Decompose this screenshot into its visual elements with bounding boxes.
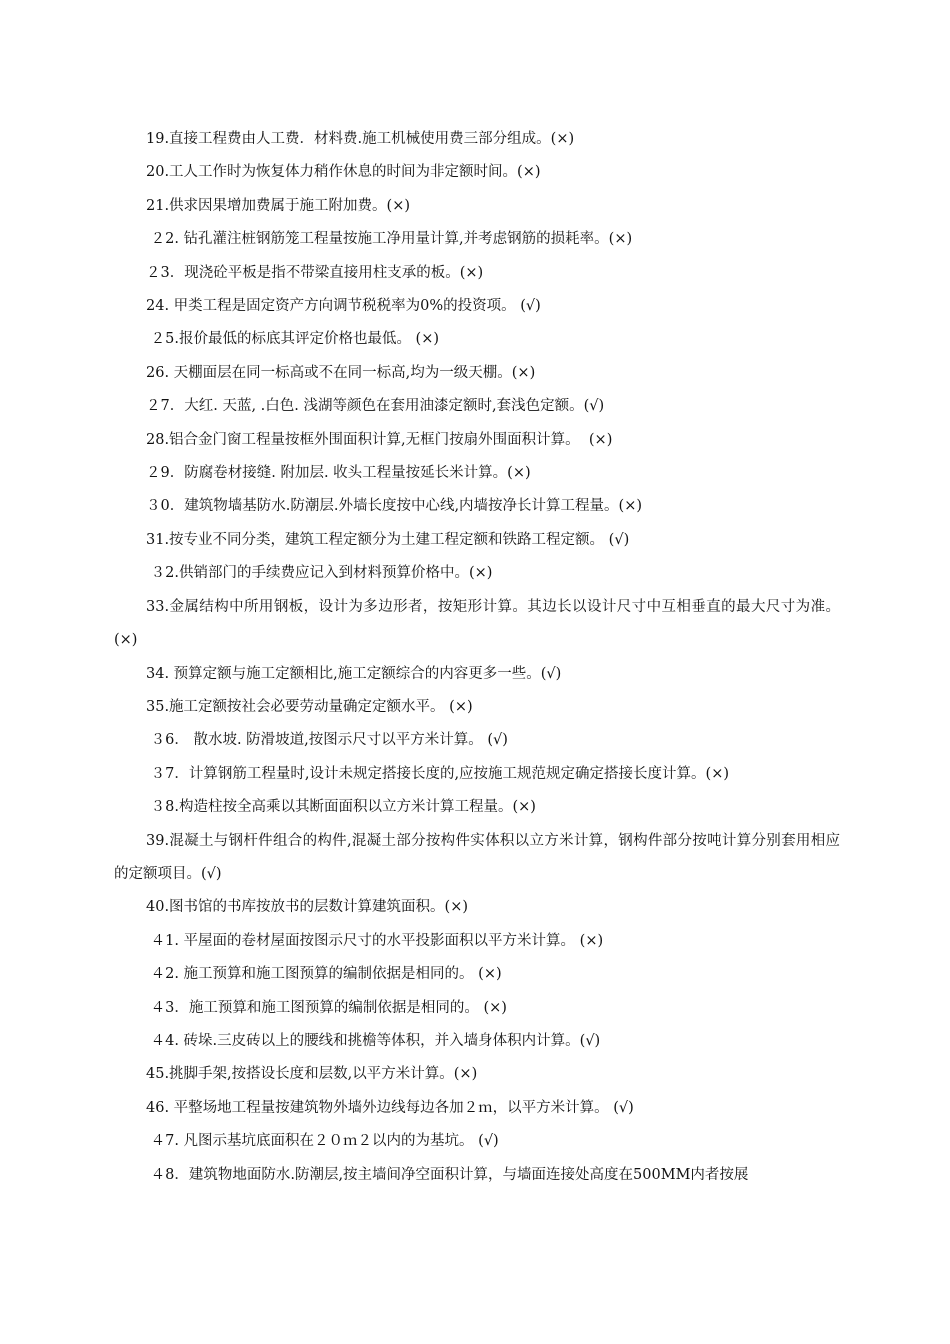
list-item: ２9．防腐卷材接缝. 附加层. 收头工程量按延长米计算。(×) <box>146 465 531 482</box>
list-item: ２5.报价最低的标底其评定价格也最低。 (×) <box>146 331 440 348</box>
list-item: ４2. 施工预算和施工图预算的编制依据是相同的。 (×) <box>146 966 502 983</box>
list-item: 28.铝合金门窗工程量按框外围面积计算,无框门按扇外围面积计算。 (×) <box>146 431 613 448</box>
list-item: ４1. 平屋面的卷材屋面按图示尺寸的水平投影面积以平方米计算。 (×) <box>146 932 604 949</box>
list-item: ３6． 散水坡. 防滑坡道,按图示尺寸以平方米计算。 (√) <box>146 732 508 749</box>
list-item: ４7. 凡图示基坑底面积在２０ｍ２以内的为基坑。 (√) <box>146 1133 499 1150</box>
list-item: ３7．计算钢筋工程量时,设计未规定搭接长度的,应按施工规范规定确定搭接长度计算。(×) <box>146 765 730 782</box>
list-item: ３0．建筑物墙基防水.防潮层.外墙长度按中心线,内墙按净长计算工程量。(×) <box>146 498 643 515</box>
list-item: 40.图书馆的书库按放书的层数计算建筑面积。(×) <box>146 899 469 916</box>
list-item: 20.工人工作时为恢复体力稍作休息的时间为非定额时间。(×) <box>146 164 541 181</box>
list-item: 45.挑脚手架,按搭设长度和层数,以平方米计算。(×) <box>146 1066 478 1083</box>
list-item: 46. 平整场地工程量按建筑物外墙外边线每边各加２ｍ，以平方米计算。 (√) <box>146 1099 634 1116</box>
list-item: 21.供求因果增加费属于施工附加费。(×) <box>146 197 411 214</box>
document-body <box>114 123 840 1192</box>
list-item: ３2.供销部门的手续费应记入到材料预算价格中。(×) <box>146 565 493 582</box>
list-item: ４4. 砖垛.三皮砖以上的腰线和挑檐等体积，并入墙身体积内计算。(√) <box>146 1032 601 1049</box>
list-item: ２3．现浇砼平板是指不带梁直接用柱支承的板。(×) <box>146 264 484 281</box>
list-item: 26. 天棚面层在同一标高或不在同一标高,均为一级天棚。(×) <box>146 364 536 381</box>
list-item: 39.混凝土与钢杆件组合的构件,混凝土部分按构件实体积以立方米计算，钢构件部分按吨计算分别套用相应的定额项目。(√) <box>114 832 840 882</box>
list-item: 35.施工定额按社会必要劳动量确定定额水平。 (×) <box>146 698 473 715</box>
list-item: 31.按专业不同分类，建筑工程定额分为土建工程定额和铁路工程定额。 (√) <box>146 531 630 548</box>
list-item: ２2. 钻孔灌注桩钢筋笼工程量按施工净用量计算,并考虑钢筋的损耗率。(×) <box>146 231 633 248</box>
list-item: ２7．大红. 天蓝, .白色. 浅湖等颜色在套用油漆定额时,套浅色定额。(√) <box>146 398 605 415</box>
list-item: ３8.构造柱按全高乘以其断面面积以立方米计算工程量。(×) <box>146 799 536 816</box>
list-item: 19.直接工程费由人工费．材料费.施工机械使用费三部分组成。(×) <box>146 131 575 147</box>
list-item: 33.金属结构中所用钢板，设计为多边形者，按矩形计算。其边长以设计尺寸中互相垂直的最大尺寸为准。(×) <box>114 598 840 649</box>
list-item: ４3．施工预算和施工图预算的编制依据是相同的。 (×) <box>146 999 507 1016</box>
list-item: 34. 预算定额与施工定额相比,施工定额综合的内容更多一些。(√) <box>146 665 562 682</box>
list-item: ４8．建筑物地面防水.防潮层,按主墙间净空面积计算，与墙面连接处高度在500MM内者按展 <box>146 1166 749 1183</box>
list-item: 24. 甲类工程是固定资产方向调节税税率为0%的投资项。 (√) <box>146 298 541 315</box>
